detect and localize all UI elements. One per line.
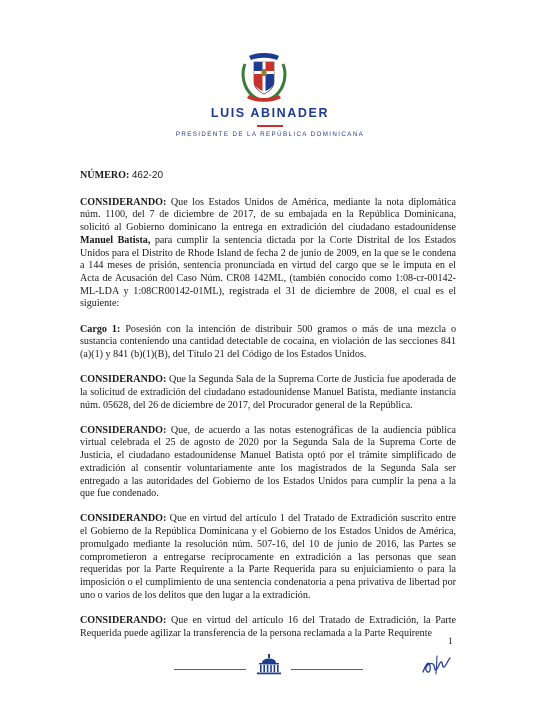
paragraph-text: Que en virtud del artículo 16 del Tratado de Extradición, la Parte Requerida puede agilizar la transferencia de la persona reclamada a la Parte Requirente (80, 614, 456, 639)
paragraph-text: Que la Segunda Sala de la Suprema Corte de Justicia fue apoderada de la solicitud de extradición del ciudadano estadounidense Manuel Batista, mediante instancia núm. 05628, del 26 de diciembre de 2017, del Procurador general de la República. (80, 374, 456, 411)
paragraph-lead: CONSIDERANDO: (80, 196, 167, 208)
paragraph-lead: Cargo 1: (80, 323, 121, 335)
paragraph-lead: CONSIDERANDO: (80, 424, 167, 436)
decree-number: 462-20 (131, 170, 164, 181)
decree-number-line (80, 170, 456, 183)
president-title: PRESIDENTE DE LA REPÚBLICA DOMINICANA (175, 131, 365, 138)
paragraph (80, 324, 456, 362)
person-name: Manuel Batista, (80, 234, 151, 246)
coat-of-arms-icon (239, 50, 289, 105)
paragraph (80, 197, 456, 311)
decree-number-label: NÚMERO: (80, 170, 130, 181)
paragraph-lead: CONSIDERANDO: (80, 513, 167, 525)
paragraph (80, 615, 456, 640)
document-body (80, 170, 456, 653)
signature-initials (420, 652, 454, 678)
page-number: 1 (448, 637, 453, 647)
paragraph-lead: CONSIDERANDO: (80, 374, 167, 386)
national-palace-icon (254, 653, 284, 675)
paragraph (80, 513, 456, 602)
paragraph-text: Que, de acuerdo a las notas estenográficas de la audiencia pública virtual celebrada el 25 de agosto de 2020 por la Segunda Sala de la Suprema Corte de Justicia, el ciudadano estadounidense Manuel Batista optó por el trámite simplificado de extradición al consentir voluntariamente ante los magistrados de la Segunda Sala ser entregado a las autoridades del Gobierno de los Estados Unidos para cumplir la pena a la que fue condenado. (80, 424, 456, 500)
paragraph (80, 374, 456, 412)
president-name: LUIS ABINADER (210, 106, 330, 120)
paragraph-text: Posesión con la intención de distribuir 500 gramos o más de una mezcla o sustancia conteniendo una cantidad detectable de cocaína, en violación de las secciones 841 (a)(1) y 841 (b)(1)(B), del Título 21 del Código de los Estados Unidos. (80, 323, 456, 360)
paragraph-text: Que los Estados Unidos de América, mediante la nota diplomática núm. 1100, del 7 de diciembre de 2017, de su embajada en la República Dominicana, solicitó al Gobierno dominicano la entrega en extradición del ciudadano estadounidense (80, 196, 456, 234)
paragraph-lead: CONSIDERANDO: (80, 614, 167, 626)
paragraph-text: Que en virtud del artículo 1 del Tratado de Extradición suscrito entre el Gobierno de la República Dominicana y el Gobierno de los Estados Unidos de América, promulgado mediante la resolución núm. 507-16, del 10 de junio de 2016, las Partes se comprometieron a entregarse recíprocamente en extradición a las personas que sean requeridas por la Parte Requirente a la Parte Requerida para su enjuiciamiento o para la imposición o el cumplimiento de una sentencia condenatoria a pena privativa de libertad por uno o varios de los delitos que den lugar a la extradición. (80, 513, 456, 601)
paragraph (80, 425, 456, 501)
footer-rule-right (291, 669, 363, 670)
header-divider (257, 125, 283, 127)
paragraph-text: para cumplir la sentencia dictada por la Corte Distrital de los Estados Unidos para el Distrito de Rhode Island de fecha 2 de junio de 2009, en la que se le condena a 144 meses de prisión, sentencia pronunciada en virtud del cargo que se le imputa en el Acta de Acusación del Caso Núm. CR08 142ML, (también conocido como 1:08-cr-00142-ML-LDA y 1:08CR00142-01ML), registrada el 31 de diciembre de 2008, el cual es el siguiente: (80, 234, 456, 310)
footer-rule-left (174, 669, 246, 670)
